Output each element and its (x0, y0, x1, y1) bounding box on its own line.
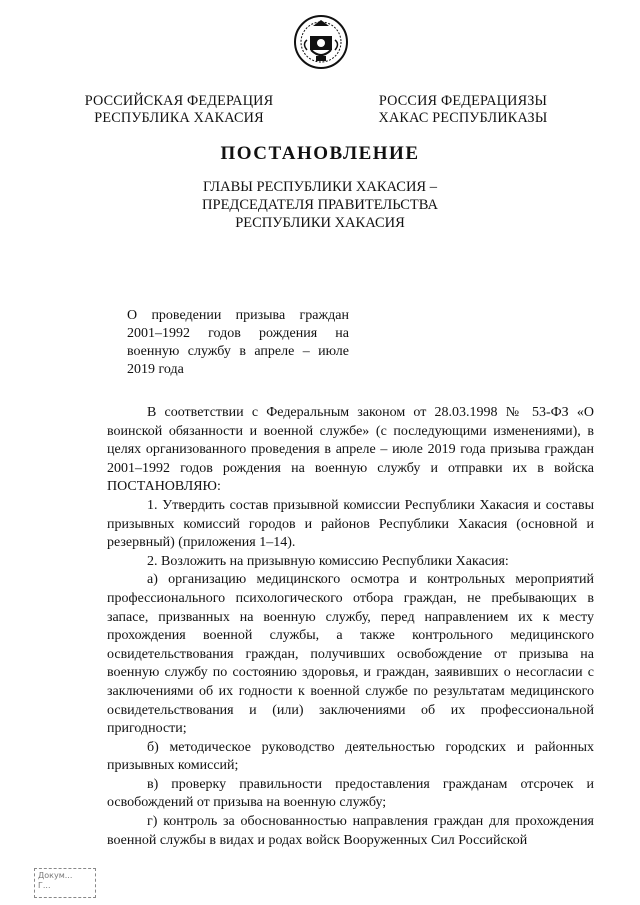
coat-of-arms-emblem (293, 14, 349, 70)
item-2b-paragraph: б) методическое руководство деятельностью городских и районных призывных комиссий; (107, 739, 594, 774)
item-2a-paragraph: а) организацию медицинского осмотра и контрольных мероприятий профессионального психологического отбора граждан, не пребывающих в запасе, призванных на военную службу, перед направлением их к месту прохождения военной службы, а также контрольного медицинского освидетельствования граждан, получивших освобождение от призыва на военную службу по состоянию здоровья, и граждан, заявивших о несогласии с заключениями об их годности к военной службе по результатам медицинского освидетельствования и (или) заключениями об их профессиональной пригодности; (107, 572, 594, 737)
header-left-line2: РЕСПУБЛИКА ХАКАСИЯ (94, 110, 264, 126)
header-right-line2: ХАКАС РЕСПУБЛИКАЗЫ (378, 110, 548, 126)
item-2d-paragraph: г) контроль за обоснованностью направления граждан для прохождения военной службы в видах и родах войск Вооруженных Сил Российской (107, 814, 594, 848)
document-subject: О проведении призыва граждан 2001–1992 годов рождения на военную службу в апреле – июле 2019 года (127, 308, 349, 377)
issuer-line3: РЕСПУБЛИКИ ХАКАСИЯ (235, 215, 405, 231)
stamp-line2: Г... (38, 881, 51, 890)
header-right-line1: РОССИЯ ФЕДЕРАЦИЯЗЫ (378, 93, 548, 109)
item-1-paragraph: 1. Утвердить состав призывной комиссии Республики Хакасия и составы призывных комиссий городов и районов Республики Хакасия (основной и резервный) (приложения 1–14). (107, 497, 594, 551)
header-left (84, 93, 274, 127)
registration-stamp (34, 868, 96, 898)
header-left-line1: РОССИЙСКАЯ ФЕДЕРАЦИЯ (84, 93, 274, 109)
stamp-line1: Докум... (38, 871, 73, 880)
document-body (107, 404, 594, 850)
issuer-line2: ПРЕДСЕДАТЕЛЯ ПРАВИТЕЛЬСТВА (202, 197, 438, 213)
preamble-paragraph: В соответствии с Федеральным законом от 28.03.1998 № 53-ФЗ «О воинской обязанности и военной службе» (с последующими изменениями), в целях организованного проведения в апреле – июле 2019 года призыва граждан 2001–1992 годов рождения на военную службу и отправки их в войска ПОСТАНОВЛЯЮ: (107, 405, 594, 495)
issuer-line1: ГЛАВЫ РЕСПУБЛИКИ ХАКАСИЯ – (203, 179, 437, 195)
document-issuer (160, 178, 480, 232)
document-title: ПОСТАНОВЛЕНИЕ (220, 143, 420, 164)
header-right (373, 93, 553, 127)
item-2-paragraph: 2. Возложить на призывную комиссию Республики Хакасия: (147, 553, 509, 569)
item-2c-paragraph: в) проверку правильности предоставления гражданам отсрочек и освобождений от призыва на военную службу; (107, 776, 594, 811)
